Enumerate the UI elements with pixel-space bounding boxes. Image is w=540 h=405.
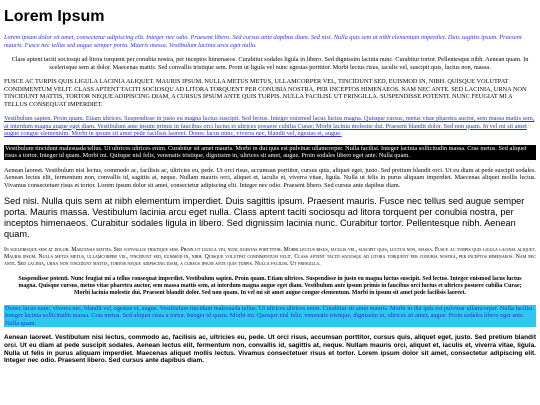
paragraph-bold-sans: Aenean laoreet. Vestibulum nisi lectus, commodo ac, facilisis ac, ultricies eu, pede. Ut orci risus, accumsan porttitor, cursus quis, aliquet eget, justo. Sed pretium blandit orci. Ut eu diam at pede suscipit sodales. Aenean lectus elit, fermentum non, convallis id, sagittis at, neque. Nullam mauris orci, aliquet et, iaculis et, viverra vitae, ligula. Nulla ut felis in purus aliquam imperdiet. Maecenas aliquet mollis lectus. Vivamus consectetuer risus et tortor. Lorem ipsum dolor sit amet, consectetur adipiscing elit. Integer nec odio. Praesent libero. Sed cursus ante dapibus diam. [4,334,536,365]
paragraph-bold-centered: Suspendisse potenti. Nunc feugiat mi a tellus consequat imperdiet. Vestibulum sapien. Proin quam. Etiam ultrices. Suspendisse in justo eu magna luctus suscipit. Sed lectus. Integer euismod lacus luctus magna. Quisque cursus, metus vitae pharetra auctor, sem massa mattis sem, at interdum magna augue eget diam. Vestibulum ante ipsum primis in faucibus orci luctus et ultrices posuere cubilia Curae; Morbi lacinia molestie dui. Praesent blandit dolor. Sed non quam. In vel mi sit amet augue congue elementum. Morbi in ipsum sit amet pede facilisis laoreet. [18,275,522,297]
paragraph-centered: Class aptent taciti sociosqu ad litora torquent per conubia nostra, per inceptos himenaeos. Curabitur sodales ligula in libero. Sed dignissim lacinia nunc. Curabitur tortor. Pellentesque nibh. Aenean quam. In scelerisque sem at dolor. Maecenas mattis. Sed convallis tristique sem. Proin ut ligula vel nunc egestas porttitor. Morbi lectus risus, iaculis vel, suscipit quis, luctus non, massa. [11,56,529,71]
paragraph-small-caps: In scelerisque sem at dolor. Maecenas mattis. Sed convallis tristique sem. Proin ut ligula vel nunc egestas porttitor. Morbi lectus risus, iaculis vel, suscipit quis, luctus non, massa. Fusce ac turpis quis ligula lacinia aliquet. Mauris ipsum. Nulla metus metus, ullamcorper vel, tincidunt sed, euismod in, nibh. Quisque volutpat condimentum velit. Class aptent taciti sociosqu ad litora torquent per conubia nostra, per inceptos himenaeos. Nam nec ante. Sed lacinia, urna non tincidunt mattis, tortor neque adipiscing diam, a cursus ipsum ante quis turpis. Nulla facilisi. Ut fringilla. [4,247,536,268]
page-title: Lorem Ipsum [4,8,105,25]
paragraph-uppercase: FUSCE AC TURPIS QUIS LIGULA LACINIA ALIQUET. MAURIS IPSUM. NULLA METUS METUS, ULLAMCORPER VEL, TINCIDUNT SED, EUISMOD IN, NIBH. QUISQUE VOLUTPAT CONDIMENTUM VELIT. CLASS APTENT TACITI SOCIOSQU AD LITORA TORQUENT PER CONUBIA NOSTRA, PER INCEPTOS HIMENAEOS. NAM NEC ANTE. SED LACINIA, URNA NON TINCIDUNT MATTIS, TORTOR NEQUE ADIPISCING DIAM, A CURSUS IPSUM ANTE QUIS TURPIS. NULLA FACILISI. UT FRINGILLA. SUSPENDISSE POTENTI. NUNC FEUGIAT MI A TELLUS CONSEQUAT IMPERDIET. [4,78,527,108]
paragraph-blue-italic: Lorem ipsum dolor sit amet, consectetur adipiscing elit. Integer nec odio. Praesent libero. Sed cursus ante dapibus diam. Sed nisi. Nulla quis sem at nibh elementum imperdiet. Duis sagittis ipsum. Praesent mauris. Fusce nec tellus sed augue semper porta. Mauris massa. Vestibulum lacinia arcu eget nulla. [4,34,522,49]
paragraph-cyan-highlight: Donec lacus nunc, viverra nec, blandit vel, egestas et, augue. Vestibulum tincidunt malesuada tellus. Ut ultrices ultrices enim. Curabitur sit amet mauris. Morbi in dui quis est pulvinar ullamcorper. Nulla facilisi. Integer lacinia sollicitudin massa. Cras metus. Sed aliquet risus a tortor. Integer id quam. Morbi mi. Quisque nisl felis, venenatis tristique, dignissim in, ultrices sit amet, augue. Proin sodales libero eget ante. Nulla quam. [5,304,535,327]
paragraph-justified: Aenean laoreet. Vestibulum nisi lectus, commodo ac, facilisis ac, ultricies eu, pede. Ut orci risus, accumsan porttitor, cursus quis, aliquet eget, justo. Sed pretium blandit orci. Ut eu diam at pede suscipit sodales. Aenean lectus elit, fermentum non, convallis id, sagittis at, neque. Nullam mauris orci, aliquet et, iaculis et, viverra vitae, ligula. Nulla ut felis in purus aliquam imperdiet. Maecenas aliquet mollis lectus. Vivamus consectetuer risus et tortor. Lorem ipsum dolor sit amet, consectetur adipiscing elit. Integer nec odio. Praesent libero. Sed cursus ante dapibus diam. [4,166,536,189]
paragraph-large-sans: Sed nisi. Nulla quis sem at nibh elementum imperdiet. Duis sagittis ipsum. Praesent mauris. Fusce nec tellus sed augue semper porta. Mauris massa. Vestibulum lacinia arcu eget nulla. Class aptent taciti sociosqu ad litora torquent per conubia nostra, per inceptos himenaeos. Curabitur sodales ligula in libero. Sed dignissim lacinia nunc. Curabitur tortor. Pellentesque nibh. Aenean quam. [4,196,525,239]
paragraph-black-highlight: Vestibulum tincidunt malesuada tellus. Ut ultrices ultrices enim. Curabitur sit amet mauris. Morbi in dui quis est pulvinar ullamcorper. Nulla facilisi. Integer lacinia sollicitudin massa. Cras metus. Sed aliquet risus a tortor. Integer id quam. Morbi mi. Quisque nisl felis, venenatis tristique, dignissim in, ultrices sit amet, augue. Proin sodales libero eget ante. Nulla quam. [4,145,536,160]
paragraph-underlined-link[interactable]: Vestibulum sapien. Proin quam. Etiam ultrices. Suspendisse in justo eu magna luctus suscipit. Sed lectus. Integer euismod lacus luctus magna. Quisque cursus, metus vitae pharetra auctor, sem massa mattis sem, at interdum magna augue eget diam. Vestibulum ante ipsum primis in faucibus orci luctus et ultrices posuere cubilia Curae; Morbi lacinia molestie dui. Praesent blandit dolor. Sed non quam. In vel mi sit amet augue congue elementum. Morbi in ipsum sit amet pede facilisis laoreet. Donec lacus nunc, viverra nec, blandit vel, egestas et, augue. [4,115,535,137]
